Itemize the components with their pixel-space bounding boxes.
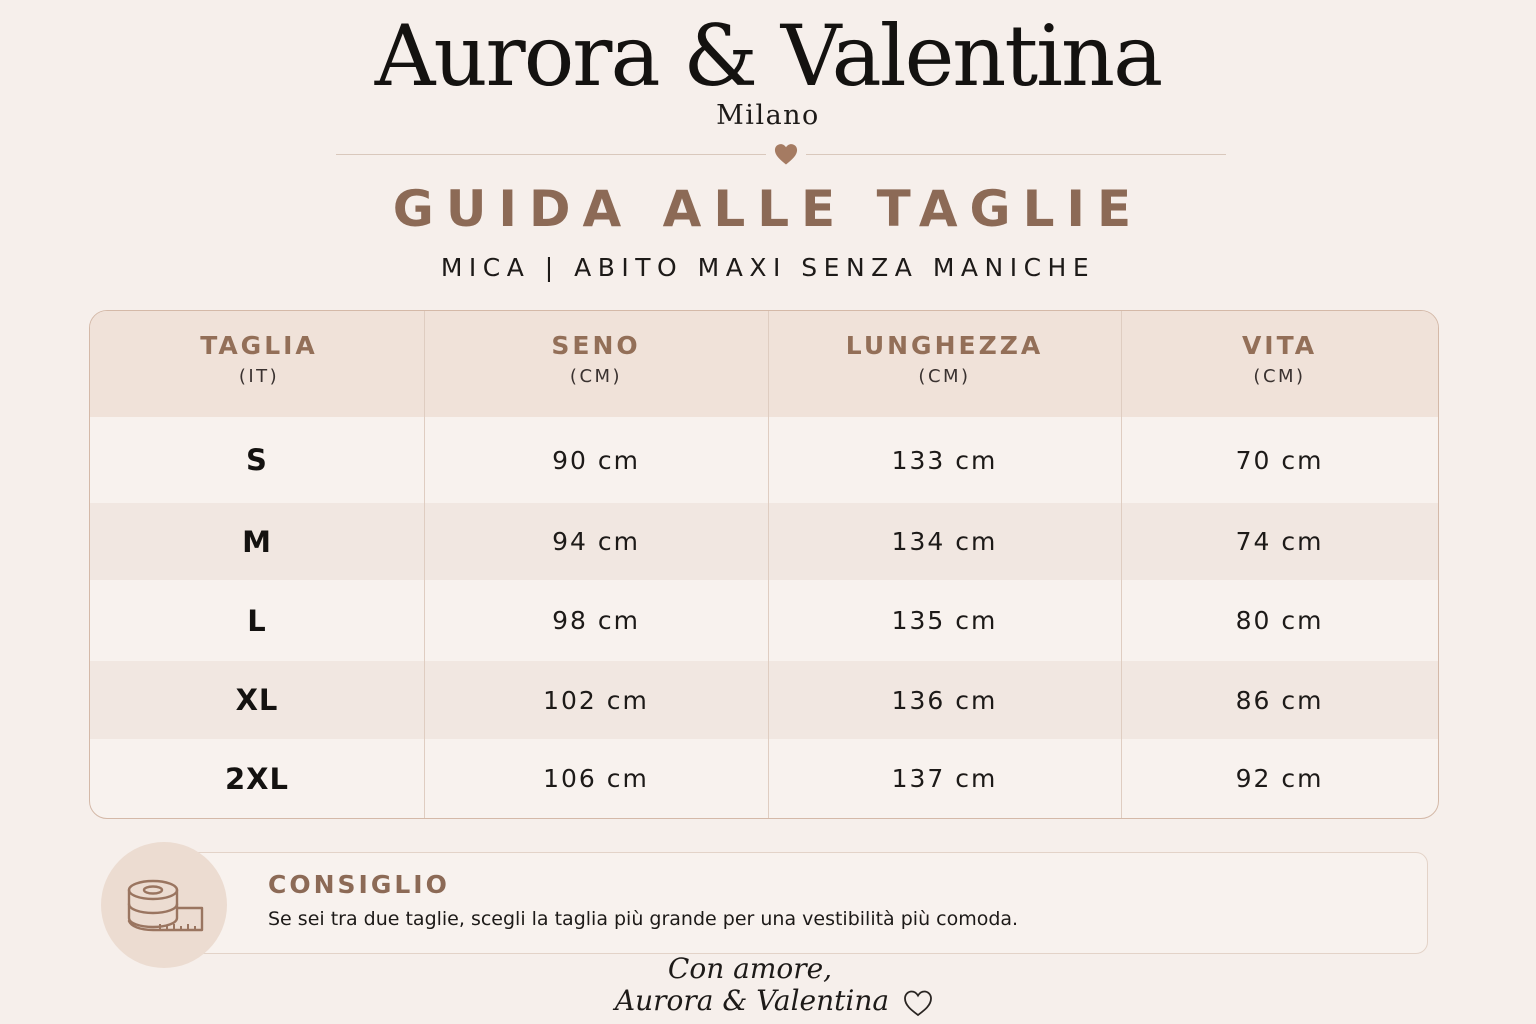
size-table xyxy=(89,310,1439,819)
header-vita xyxy=(1121,331,1438,387)
header-seno xyxy=(424,331,768,387)
header-unit: (IT) xyxy=(238,366,280,387)
heart-icon xyxy=(772,140,800,168)
heart-outline-icon xyxy=(902,988,934,1018)
size-cell: M xyxy=(242,524,272,559)
signoff-line-2: Aurora & Valentina xyxy=(614,984,890,1017)
seno-cell: 94 cm xyxy=(552,527,640,556)
brand-name: Aurora & Valentina xyxy=(374,7,1162,105)
header-label: LUNGHEZZA xyxy=(845,331,1044,360)
table-row xyxy=(90,417,1438,503)
vita-cell: 92 cm xyxy=(1235,764,1324,793)
lunghezza-cell: 136 cm xyxy=(891,685,998,715)
lunghezza-cell: 135 cm xyxy=(891,606,998,635)
vita-cell: 74 cm xyxy=(1235,527,1324,556)
header-lunghezza xyxy=(768,331,1121,387)
table-row xyxy=(90,580,1438,661)
table-row xyxy=(90,739,1438,818)
vita-cell: 86 cm xyxy=(1235,685,1324,715)
vita-cell: 70 cm xyxy=(1235,445,1324,475)
size-cell: S xyxy=(246,443,268,477)
brand-city: Milano xyxy=(716,100,820,131)
lunghezza-cell: 134 cm xyxy=(891,527,998,556)
seno-cell: 90 cm xyxy=(552,445,640,475)
header-taglia xyxy=(90,331,428,387)
header-unit: (CM) xyxy=(569,366,623,387)
table-row xyxy=(90,661,1438,739)
table-row xyxy=(90,503,1438,580)
size-cell: L xyxy=(247,603,267,638)
size-cell: 2XL xyxy=(224,761,290,796)
vita-cell: 80 cm xyxy=(1235,606,1324,635)
tip-text: Se sei tra due taglie, scegli la taglia più grande per una vestibilità più comoda. xyxy=(268,908,1019,930)
header-label: TAGLIA xyxy=(200,331,318,360)
seno-cell: 106 cm xyxy=(543,764,649,793)
size-cell: XL xyxy=(235,683,279,717)
header-label: SENO xyxy=(551,331,641,360)
header-unit: (CM) xyxy=(1253,366,1306,387)
tip-box xyxy=(160,852,1428,954)
measuring-tape-icon xyxy=(122,874,208,940)
lunghezza-cell: 133 cm xyxy=(891,445,998,475)
lunghezza-cell: 137 cm xyxy=(891,764,998,793)
column-divider xyxy=(768,311,769,818)
column-divider xyxy=(424,311,425,818)
header-unit: (CM) xyxy=(918,366,971,387)
seno-cell: 102 cm xyxy=(543,685,649,715)
page-title: GUIDA ALLE TAGLIE xyxy=(392,180,1144,238)
header-label: VITA xyxy=(1241,331,1318,360)
divider-right xyxy=(806,154,1226,155)
divider-left xyxy=(336,154,766,155)
signoff-line-1: Con amore, xyxy=(667,952,833,985)
tip-title: CONSIGLIO xyxy=(268,870,450,899)
seno-cell: 98 cm xyxy=(552,606,640,635)
page-subtitle: MICA | ABITO MAXI SENZA MANICHE xyxy=(440,253,1096,282)
column-divider xyxy=(1121,311,1122,818)
